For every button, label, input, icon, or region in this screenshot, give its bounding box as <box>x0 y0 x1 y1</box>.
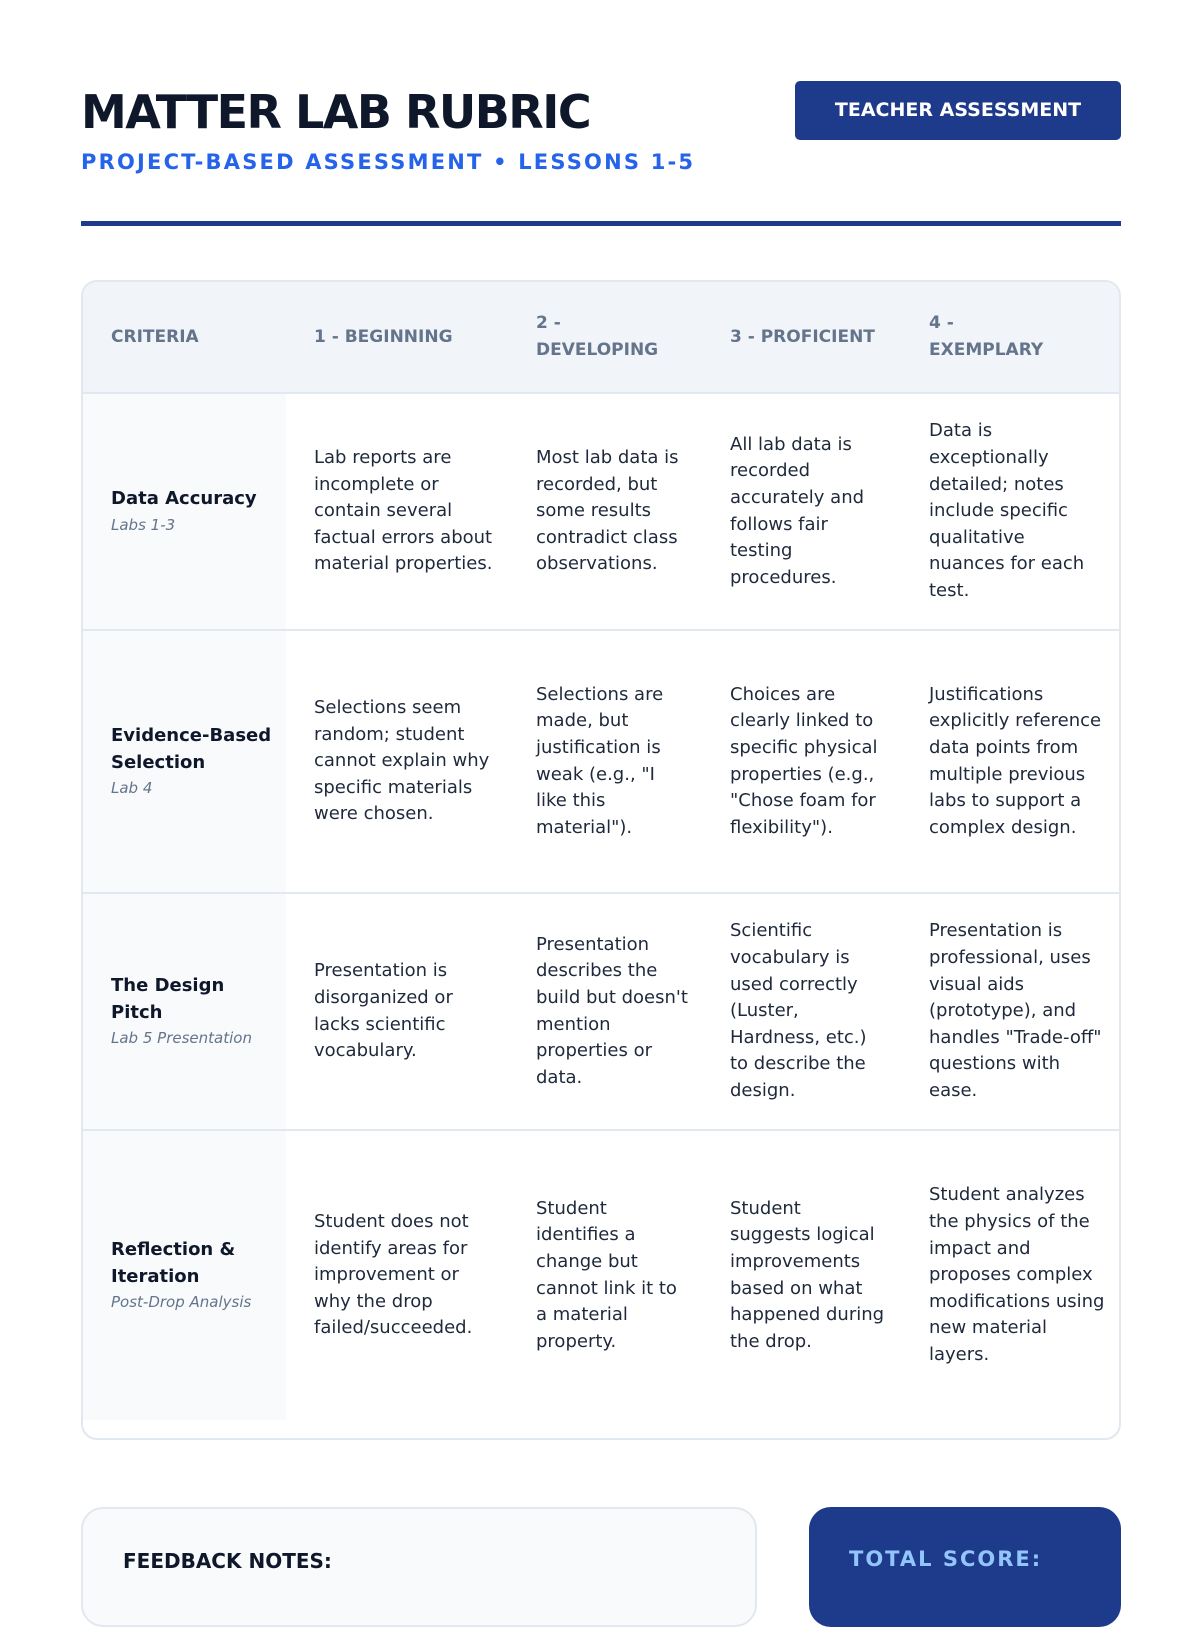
level-2-cell: Selections are made, but justification is weak (e.g., "I like this material"). <box>508 630 702 893</box>
level-1-cell: Student does not identify areas for improvement or why the drop failed/succeeded. <box>314 1211 473 1339</box>
table-row <box>83 1130 1119 1420</box>
header-divider <box>81 221 1121 226</box>
criterion-cell <box>83 630 286 893</box>
column-header-exemplary: 4 - EXEMPLARY <box>901 282 1119 393</box>
level-1-cell: Selections seem random; student cannot explain why specific materials were chosen. <box>286 630 508 893</box>
total-score-label: TOTAL SCORE: <box>849 1547 1043 1571</box>
level-4-cell: Data is exceptionally detailed; notes include specific qualitative nuances for each test. <box>901 393 1119 630</box>
criterion-name: Evidence-Based Selection <box>111 724 272 773</box>
criterion-subtitle: Lab 5 Presentation <box>111 1029 252 1048</box>
level-4-cell: Justifications explicitly reference data points from multiple previous labs to support a complex design. <box>901 630 1119 893</box>
level-2-cell: Student identifies a change but cannot link it to a material property. <box>536 1197 677 1352</box>
criterion-name: Data Accuracy <box>111 488 257 510</box>
criterion-subtitle: Post-Drop Analysis <box>111 1293 252 1312</box>
rubric-table-card <box>81 280 1121 1440</box>
column-header-beginning: 1 - BEGINNING <box>286 282 508 393</box>
level-2-cell: Presentation describes the build but doesn't mention properties or data. <box>508 893 702 1130</box>
column-header-proficient: 3 - PROFICIENT <box>702 282 901 393</box>
table-header-row <box>83 282 1119 393</box>
feedback-notes-box[interactable] <box>81 1507 757 1627</box>
page-title: MATTER LAB RUBRIC <box>81 85 591 139</box>
level-2-cell: Most lab data is recorded, but some results contradict class observations. <box>508 393 702 630</box>
table-row <box>83 893 1119 1130</box>
rubric-page <box>81 0 1121 1600</box>
total-score-box[interactable] <box>809 1507 1121 1627</box>
column-header-developing: 2 - DEVELOPING <box>508 282 702 393</box>
level-3-cell: All lab data is recorded accurately and follows fair testing procedures. <box>702 393 901 630</box>
criterion-subtitle: Labs 1-3 <box>111 515 176 534</box>
criterion-subtitle: Lab 4 <box>111 779 153 798</box>
criterion-cell <box>83 393 286 630</box>
teacher-assessment-badge: TEACHER ASSESSMENT <box>795 81 1121 140</box>
rubric-table <box>83 282 1119 1420</box>
criterion-name: Reflection & Iteration <box>111 1238 236 1287</box>
column-header-criteria: CRITERIA <box>83 282 286 393</box>
level-4-cell: Presentation is professional, uses visual aids (prototype), and handles "Trade-off" questions with ease. <box>901 893 1119 1130</box>
page-subtitle: PROJECT-BASED ASSESSMENT • LESSONS 1-5 <box>81 150 696 174</box>
level-3-cell: Scientific vocabulary is used correctly (Luster, Hardness, etc.) to describe the design. <box>702 893 901 1130</box>
level-1-cell: Lab reports are incomplete or contain several factual errors about material properties. <box>286 393 508 630</box>
table-row <box>83 630 1119 893</box>
level-1-cell: Presentation is disorganized or lacks scientific vocabulary. <box>286 893 508 1130</box>
level-4-cell: Student analyzes the physics of the impact and proposes complex modifications using new material layers. <box>929 1184 1105 1365</box>
level-3-cell: Choices are clearly linked to specific physical properties (e.g., "Chose foam for flexibility"). <box>702 630 901 893</box>
criterion-name: The Design Pitch <box>111 974 225 1023</box>
criterion-cell <box>83 893 286 1130</box>
feedback-notes-label: FEEDBACK NOTES: <box>123 1549 332 1573</box>
level-3-cell: Student suggests logical improvements based on what happened during the drop. <box>730 1197 885 1352</box>
criterion-cell <box>83 1130 286 1420</box>
table-row <box>83 393 1119 630</box>
